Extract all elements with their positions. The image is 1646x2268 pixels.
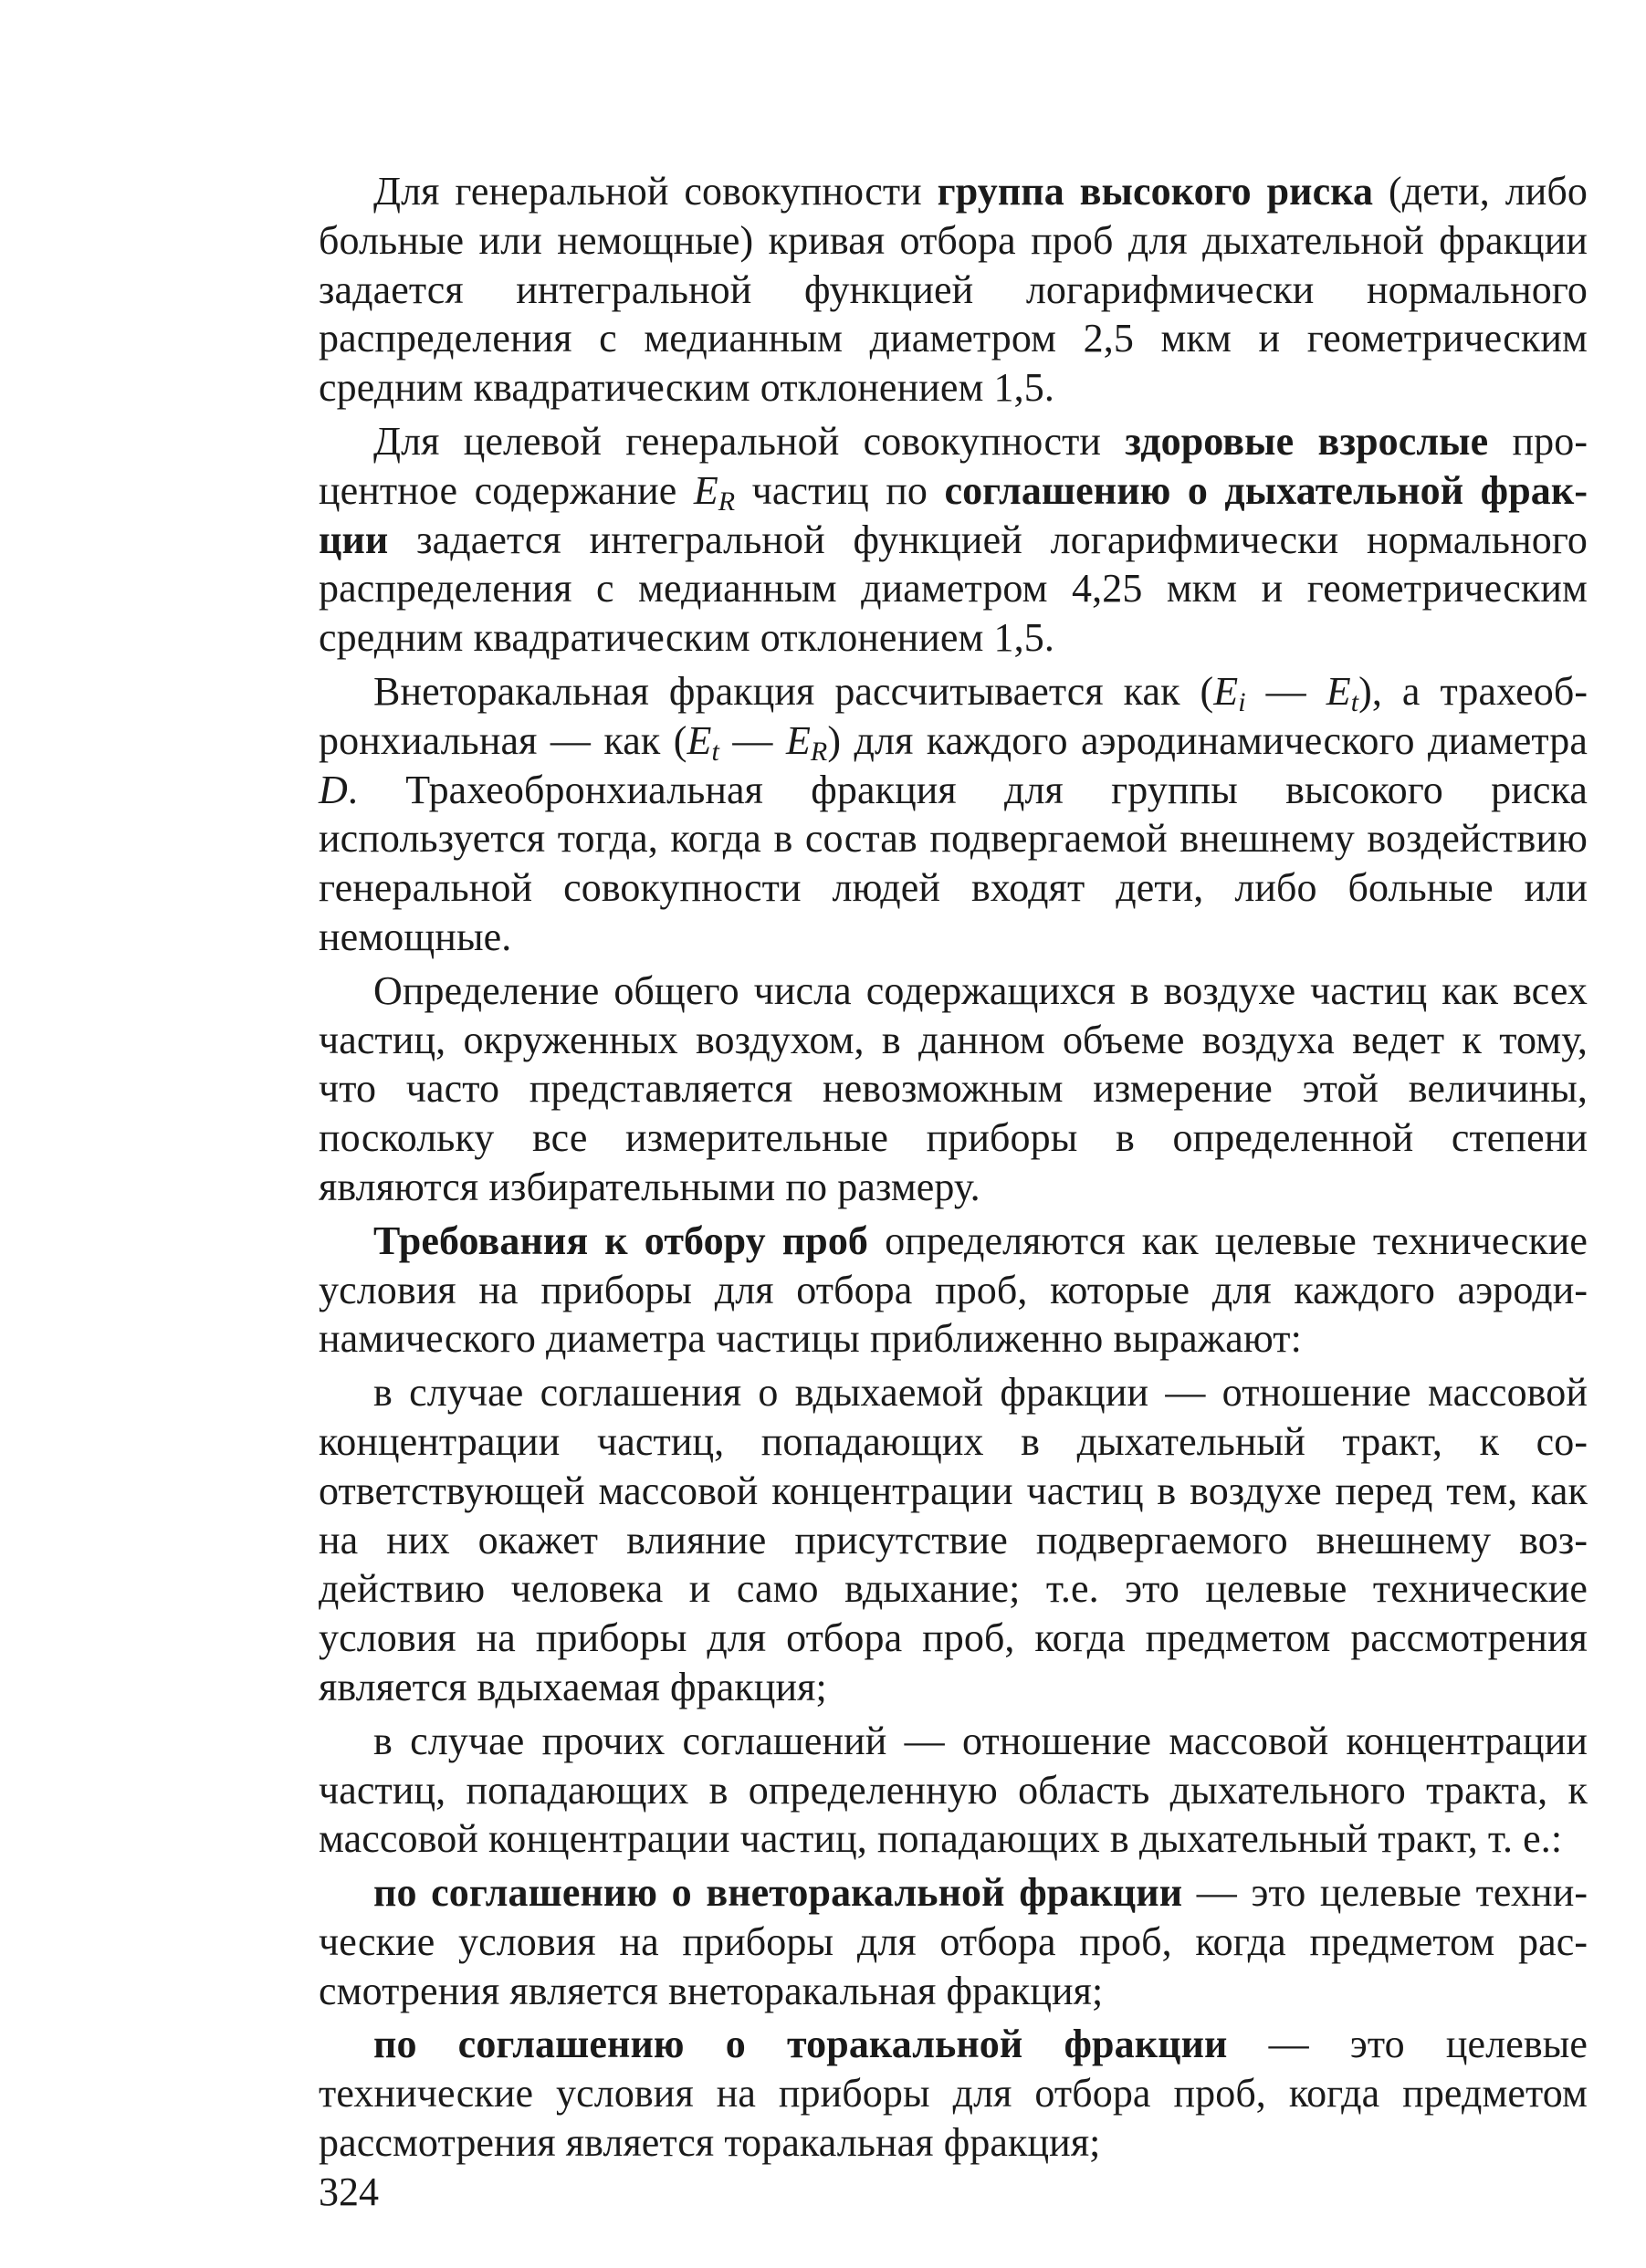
subscript: R	[810, 736, 828, 767]
paragraph-thoracic-convention	[319, 2020, 1588, 2167]
text-run: процентное содержание	[319, 418, 1588, 513]
paragraph-other-conventions	[319, 1717, 1588, 1864]
text-run: задается интегральной функцией логарифмически нормального распределения с медианным диаметром 4,25 мкм и геометрическим средним квадратическим отклонением 1,5.	[319, 517, 1588, 661]
italic-symbol: E	[785, 717, 811, 763]
subscript: t	[711, 736, 719, 767]
text-run: —	[1245, 668, 1326, 714]
text-run: частиц по	[735, 467, 945, 513]
text-run: . Трахеобронхиальная фракция для группы высокого риска используется тогда, когда в состав подвергаемой внешнему воздействию генеральной совокупности людей входят дети, либо больные или немощные.	[319, 767, 1588, 959]
subscript: i	[1238, 686, 1246, 717]
italic-symbol: E	[693, 467, 718, 513]
bold-term: здоровые взрослые	[1125, 418, 1489, 464]
page-number: 324	[319, 2169, 379, 2214]
bold-term: группа высокого риска	[937, 169, 1374, 214]
subscript: R	[718, 486, 736, 517]
text-run: Для целевой генеральной совокупности	[373, 418, 1126, 464]
italic-symbol: E	[1326, 668, 1351, 714]
paragraph-extrathoracic-convention	[319, 1868, 1588, 2015]
text-run: — это целевые технические условия на приборы для отбора проб, когда предметом рассмотрения является торакальная фракция;	[319, 2022, 1588, 2166]
paragraph-inhalable-convention	[319, 1368, 1588, 1712]
paragraph-high-risk-group	[319, 167, 1588, 413]
text-run: в случае соглашения о вдыхаемой фракции — отношение массовой концентрации частиц, попадающих в дыхательный тракт, к соответствующей массовой концентрации частиц в воздухе перед тем, как на них окажет влияние присутствие подвергаемого внешнему воздействию человека и само вдыхание; т.е. это целевые технические условия на приборы для отбора проб, когда предметом рассмотрения является вдыхаемая фракция;	[319, 1370, 1588, 1709]
bold-term: Требования к отбору проб	[373, 1218, 869, 1263]
text-run: —	[718, 717, 786, 763]
subscript: t	[1350, 686, 1359, 717]
text-run: Для генеральной совокупности	[373, 169, 938, 214]
text-run: — это целевые технические условия на приборы для отбора проб, когда предметом рассмотрения является внеторакальная фракция;	[319, 1870, 1588, 2013]
page-body	[319, 167, 1588, 2172]
text-run: ) для каждого аэродинамического диаметра	[827, 717, 1588, 763]
italic-symbol: E	[687, 717, 712, 763]
italic-symbol: E	[1213, 668, 1239, 714]
bold-term: по соглашению о внеторакальной фракции	[373, 1870, 1183, 1916]
bold-term: соглашению о дыхательной фракции	[319, 467, 1588, 562]
text-run: ), а трахеобронхиальная — как (	[319, 668, 1588, 763]
text-run: (дети, либо больные или немощные) кривая отбора проб для дыхательной фракции задается интегральной функцией логарифмически нормального распределения с медианным диаметром 2,5 мкм и геометрическим средним квадратическим отклонением 1,5.	[319, 169, 1588, 411]
paragraph-total-particles	[319, 967, 1588, 1212]
paragraph-sampling-requirements	[319, 1217, 1588, 1364]
text-run: Определение общего числа содержащихся в воздухе частиц как всех частиц, окруженных воздухом, в данном объеме воздуха ведет к тому, что часто представляется невозможным измерение этой величины, поскольку все измерительные приборы в определенной степени являются избирательными по размеру.	[319, 967, 1588, 1209]
paragraph-healthy-adults	[319, 417, 1588, 663]
text-run: Внеторакальная фракция рассчитывается как (	[373, 668, 1214, 714]
paragraph-extrathoracic-fraction	[319, 667, 1588, 962]
text-run: определяются как целевые технические условия на приборы для отбора проб, которые для каждого аэродинамического диаметра частицы приближенно выражают:	[319, 1218, 1588, 1362]
text-run: в случае прочих соглашений — отношение массовой концентрации частиц, попадающих в определенную область дыхательного тракта, к массовой концентрации частиц, попадающих в дыхательный тракт, т. е.:	[319, 1718, 1588, 1862]
bold-term: по соглашению о торакальной фракции	[373, 2022, 1228, 2067]
italic-symbol: D	[319, 767, 348, 812]
